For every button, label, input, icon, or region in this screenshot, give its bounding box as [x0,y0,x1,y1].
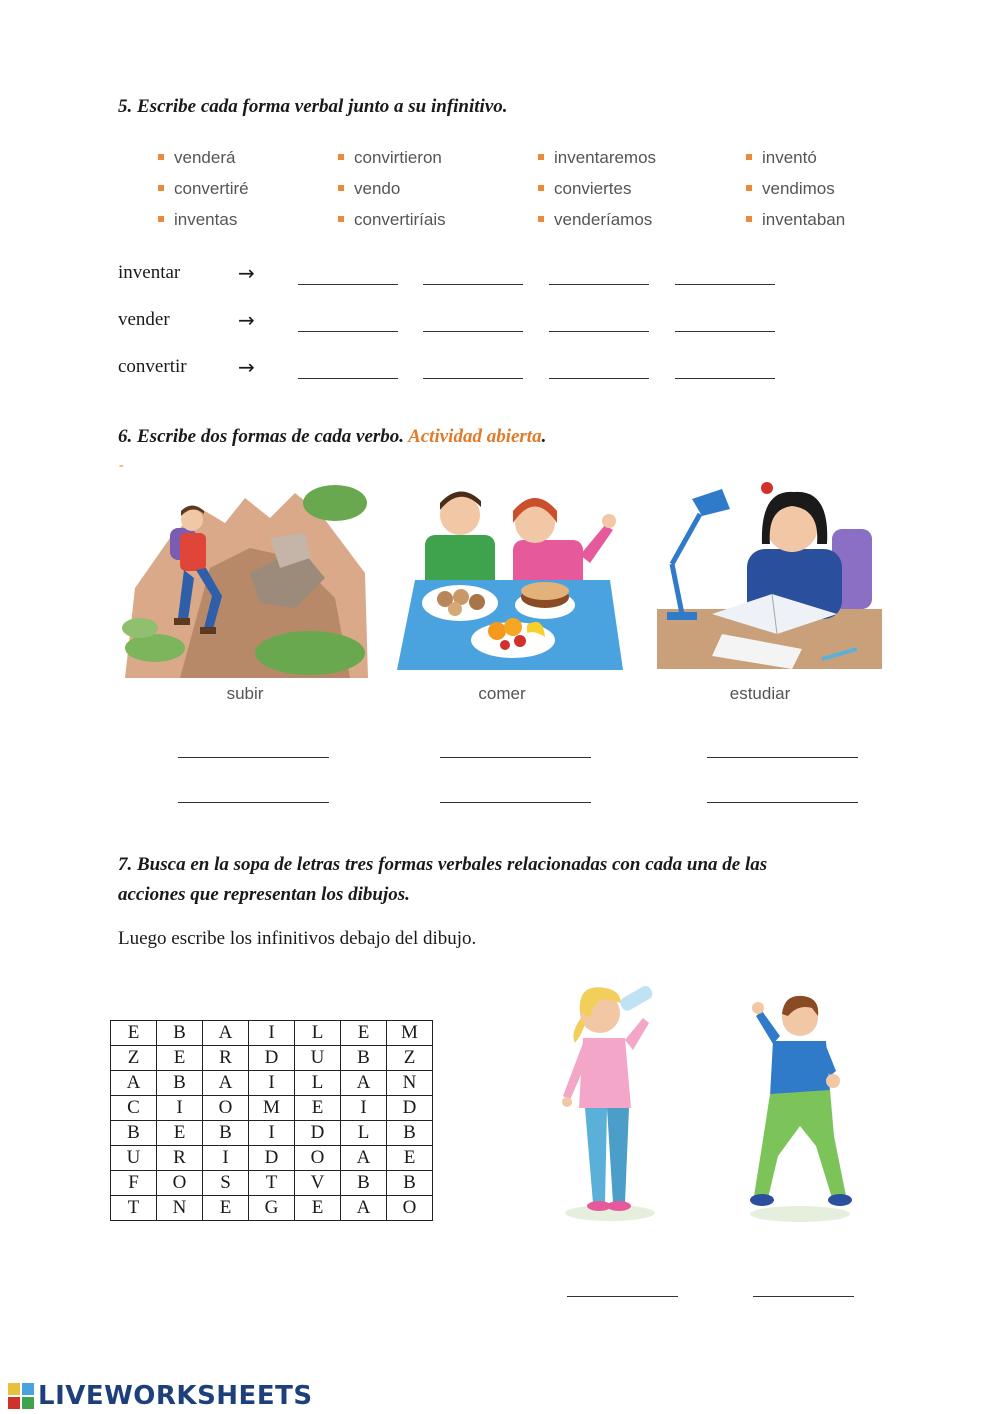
grid-letter-cell[interactable]: I [203,1146,249,1171]
answer-blank[interactable] [440,757,591,758]
logo-text: LIVEWORKSHEETS [38,1381,313,1411]
grid-letter-cell[interactable]: I [341,1096,387,1121]
bullet-icon [538,154,544,160]
grid-letter-cell[interactable]: N [387,1071,433,1096]
bullet-icon [158,154,164,160]
answer-blank[interactable] [675,284,775,285]
grid-letter-cell[interactable]: A [111,1071,157,1096]
dash-mark: - [119,458,124,473]
exercise-5-title: 5. Escribe cada forma verbal junto a su infinitivo. [118,96,508,117]
grid-letter-cell[interactable]: T [249,1171,295,1196]
answer-blank[interactable] [549,284,649,285]
answer-blank[interactable] [423,378,523,379]
grid-letter-cell[interactable]: I [157,1096,203,1121]
grid-letter-cell[interactable]: B [387,1171,433,1196]
verb-row-inventar [118,262,818,292]
verb-column-3 [538,146,656,239]
verb-form-item: convirtieron [338,146,446,177]
answer-blank[interactable] [675,331,775,332]
grid-letter-cell[interactable]: E [341,1021,387,1046]
answer-blank[interactable] [549,331,649,332]
open-activity-label: Actividad abierta [408,426,542,447]
bullet-icon [338,154,344,160]
verb-form-item: venderíamos [538,208,656,239]
logo-blocks-icon [8,1383,34,1409]
answer-blank[interactable] [753,1296,854,1297]
answer-blank[interactable] [440,802,591,803]
grid-letter-cell[interactable]: D [295,1121,341,1146]
infinitive-label: vender [118,309,170,330]
grid-letter-cell[interactable]: A [203,1071,249,1096]
grid-row [111,1171,433,1196]
grid-letter-cell[interactable]: B [157,1071,203,1096]
grid-letter-cell[interactable]: I [249,1071,295,1096]
grid-letter-cell[interactable]: B [111,1121,157,1146]
answer-blank[interactable] [423,284,523,285]
bullet-icon [158,216,164,222]
grid-letter-cell[interactable]: F [111,1171,157,1196]
grid-letter-cell[interactable]: B [157,1021,203,1046]
bullet-icon [746,154,752,160]
word-search-grid [110,1020,433,1221]
grid-letter-cell[interactable]: L [295,1021,341,1046]
answer-blank[interactable] [423,331,523,332]
grid-letter-cell[interactable]: E [295,1196,341,1221]
grid-letter-cell[interactable]: G [249,1196,295,1221]
grid-letter-cell[interactable]: D [387,1096,433,1121]
answer-blank[interactable] [707,757,858,758]
grid-letter-cell[interactable]: A [341,1196,387,1221]
bullet-icon [538,216,544,222]
grid-row [111,1096,433,1121]
bullet-icon [158,185,164,191]
grid-letter-cell[interactable]: R [157,1146,203,1171]
grid-letter-cell[interactable]: L [341,1121,387,1146]
grid-letter-cell[interactable]: L [295,1071,341,1096]
grid-row [111,1146,433,1171]
verb-form-item: inventaremos [538,146,656,177]
grid-row [111,1046,433,1071]
grid-letter-cell[interactable]: E [295,1096,341,1121]
grid-row [111,1021,433,1046]
answer-blank[interactable] [549,378,649,379]
answer-blank[interactable] [298,284,398,285]
verb-form-item: venderá [158,146,249,177]
answer-blank[interactable] [178,757,329,758]
verb-form-item: conviertes [538,177,656,208]
grid-letter-cell[interactable]: E [203,1196,249,1221]
grid-letter-cell[interactable]: O [295,1146,341,1171]
grid-letter-cell[interactable]: E [387,1146,433,1171]
grid-letter-cell[interactable]: I [249,1121,295,1146]
grid-letter-cell[interactable]: E [157,1046,203,1071]
grid-letter-cell[interactable]: N [157,1196,203,1221]
grid-letter-cell[interactable]: S [203,1171,249,1196]
liveworksheets-logo[interactable] [8,1378,313,1414]
verb-form-item: convertiríais [338,208,446,239]
exercise-6-title: 6. Escribe dos formas de cada verbo. Actividad abierta. [118,426,547,447]
caption-estudiar: estudiar [729,684,791,703]
infinitive-label: convertir [118,356,187,377]
verb-form-item: inventaban [746,208,845,239]
caption-subir: subir [226,684,264,703]
exercise-7-instruction: Luego escribe los infinitivos debajo del dibujo. [118,928,477,949]
girl-studying-illustration [652,474,887,674]
bullet-icon [338,185,344,191]
bullet-icon [538,185,544,191]
verb-row-vender [118,309,818,339]
grid-letter-cell[interactable]: A [203,1021,249,1046]
grid-letter-cell[interactable]: T [111,1196,157,1221]
grid-letter-cell[interactable]: R [203,1046,249,1071]
grid-letter-cell[interactable]: B [341,1046,387,1071]
grid-letter-cell[interactable]: U [295,1046,341,1071]
boy-dancing-illustration [738,986,863,1226]
grid-letter-cell[interactable]: O [203,1096,249,1121]
answer-blank[interactable] [298,378,398,379]
grid-row [111,1196,433,1221]
answer-blank[interactable] [178,802,329,803]
grid-letter-cell[interactable]: D [249,1046,295,1071]
verb-form-item: inventas [158,208,249,239]
grid-row [111,1071,433,1096]
caption-comer: comer [478,684,526,703]
grid-letter-cell[interactable]: B [387,1121,433,1146]
grid-letter-cell[interactable]: A [341,1146,387,1171]
grid-letter-cell[interactable]: V [295,1171,341,1196]
grid-letter-cell[interactable]: D [249,1146,295,1171]
grid-letter-cell[interactable]: A [341,1071,387,1096]
grid-letter-cell[interactable]: M [387,1021,433,1046]
verb-column-2 [338,146,446,239]
arrow-right-icon: → [238,261,255,285]
answer-blank[interactable] [675,378,775,379]
grid-letter-cell[interactable]: E [157,1121,203,1146]
verb-form-item: convertiré [158,177,249,208]
grid-letter-cell[interactable]: B [341,1171,387,1196]
grid-letter-cell[interactable]: B [203,1121,249,1146]
answer-blank[interactable] [707,802,858,803]
verb-column-4 [746,146,845,239]
infinitive-label: inventar [118,262,181,283]
verb-form-item: vendo [338,177,446,208]
girl-drinking-illustration [555,978,670,1223]
grid-letter-cell[interactable]: C [111,1096,157,1121]
arrow-right-icon: → [238,308,255,332]
grid-letter-cell[interactable]: Z [387,1046,433,1071]
bullet-icon [746,185,752,191]
exercise-7-title: 7. Busca en la sopa de letras tres formas verbales relacionadas con cada una de las acciones que representan los dibujos. [118,854,768,905]
grid-letter-cell[interactable]: I [249,1021,295,1046]
grid-letter-cell[interactable]: O [387,1196,433,1221]
verb-form-item: vendimos [746,177,845,208]
bullet-icon [746,216,752,222]
verb-column-1 [158,146,249,239]
answer-blank[interactable] [567,1296,678,1297]
bullet-icon [338,216,344,222]
hiker-illustration [120,478,370,678]
grid-letter-cell[interactable]: O [157,1171,203,1196]
grid-letter-cell[interactable]: U [111,1146,157,1171]
arrow-right-icon: → [238,355,255,379]
grid-letter-cell[interactable]: E [111,1021,157,1046]
verb-row-convertir [118,356,818,386]
kids-eating-illustration [395,485,630,675]
answer-blank[interactable] [298,331,398,332]
grid-letter-cell[interactable]: Z [111,1046,157,1071]
grid-letter-cell[interactable]: M [249,1096,295,1121]
grid-row [111,1121,433,1146]
verb-form-item: inventó [746,146,845,177]
